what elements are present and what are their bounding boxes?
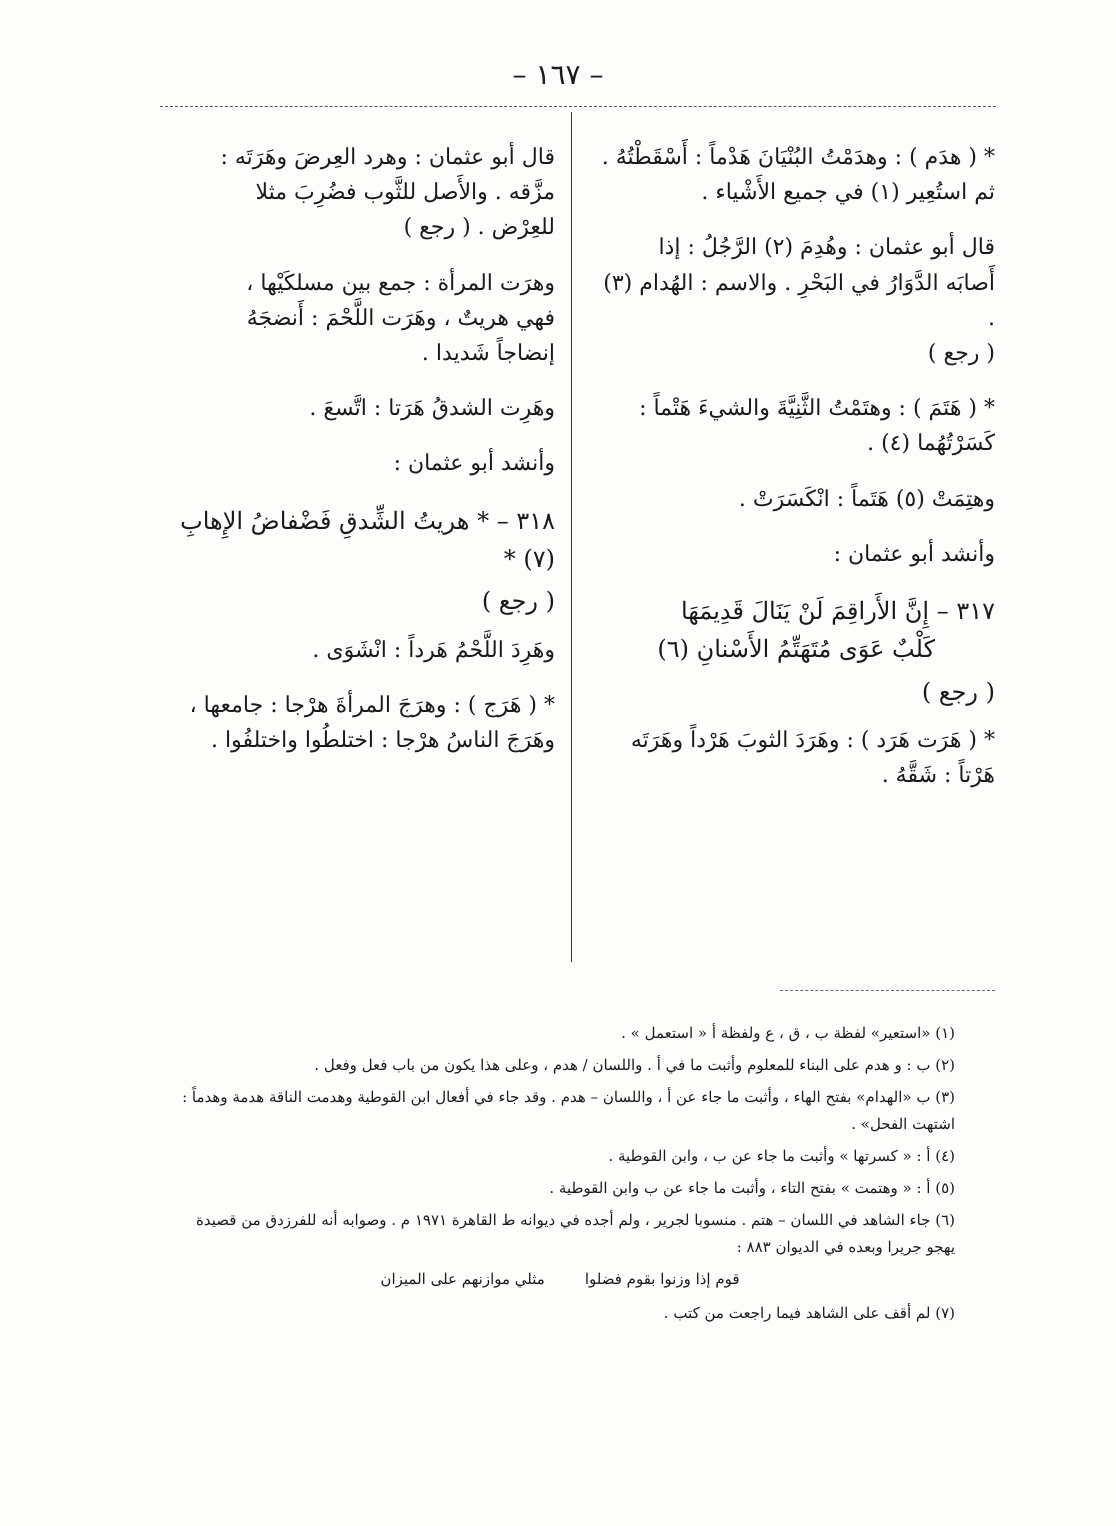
footnote-verse-first: قوم إذا وزنوا بقوم فضلوا [584, 1270, 740, 1288]
right-column [595, 140, 995, 813]
entry-hudima [595, 230, 995, 371]
text-line: وهَرِدَ اللَّحْمُ هَرداً : انْشَوَى . [312, 637, 555, 663]
return-marker: ( رجع ) [927, 340, 995, 366]
verse-first-hemistich: ٣١٧ – إِنَّ الأَراقِمَ لَنْ يَنَالَ قَدِيمَهَا [680, 596, 995, 625]
text-line: وهرَت المرأة : جمع بين مسلكَيْها ، [246, 270, 555, 296]
entry-recital-intro [595, 537, 995, 572]
footnote-2: (٢) ب : و هدم على البناء للمعلوم وأثبت ما في أ . واللسان / هدم ، وعلى هذا يكون من باب فعل وفعل . [314, 1055, 955, 1074]
entry-harat-marah [160, 266, 555, 372]
text-line: هَرْتاً : شَقَّهُ . [881, 763, 995, 789]
entry-hadam [595, 140, 995, 210]
text-line: إنضاجاً شَديدا . [421, 340, 555, 366]
text-line: مزَّقه . والأَصل للثَّوب فضُرِبَ مثلا [255, 180, 555, 206]
footnote-verse-second: مثلي موازنهم على الميزان [380, 1270, 545, 1288]
verse-318 [160, 502, 555, 621]
entry-harat-harad [595, 723, 995, 793]
entry-harid-lahm [160, 633, 555, 668]
return-marker: ( رجع ) [481, 587, 555, 616]
footnotes [165, 1020, 955, 1332]
text-line: * ( هدَم ) : وهدَمْتُ البُنْيَانَ هَدْماً : أَسْقَطْتُهُ . [601, 145, 995, 170]
entry-hatimat [595, 482, 995, 517]
text-line: وأنشد أبو عثمان : [393, 451, 555, 477]
footnote-4: (٤) أ : « كسرتها » وأثبت ما جاء عن ب ، وابن القوطية . [608, 1147, 955, 1165]
header-divider [160, 106, 996, 107]
text-line: كَسَرْتُهُما (٤) . [867, 431, 995, 457]
footnote-1: (١) «استعير» لفظة ب ، ق ، ع ولفظة أ « استعمل » . [621, 1024, 955, 1042]
text-line: قال أبو عثمان : وهرد العِرضَ وهَرَتَه : [220, 145, 555, 170]
text-line: * ( هَرَت هَرَد ) : وهَرَدَ الثوبَ هَرْداً وهَرَتَه [630, 728, 995, 754]
return-marker: ( رجع ) [921, 677, 995, 706]
footnote-verse [165, 1266, 955, 1294]
page-number: – ١٦٧ – [512, 58, 604, 91]
text-line: فهي هريتٌ ، وهَرَت اللَّحْمَ : أَنضجَهُ [246, 305, 555, 331]
text-line: وهَرِت الشدقُ هَرَتا : اتَّسعَ . [309, 396, 555, 422]
verse-317 [595, 592, 995, 711]
entry-harad-ird [160, 140, 555, 246]
footnote-6: (٦) جاء الشاهد في اللسان – هتم . منسوبا لجرير ، ولم أجده في ديوانه ط القاهرة ١٩٧١ م . وصوابه أنه للفرزدق من قصيدة يهجو جريرا وبعده في الديوان ٨٨٣ : [196, 1210, 955, 1257]
entry-recital-intro [160, 446, 555, 481]
entry-haraj [160, 688, 555, 758]
entry-harit-shidq [160, 391, 555, 426]
text-line: وأنشد أبو عثمان : [833, 541, 995, 567]
text-line: * ( هَرَج ) : وهرَجَ المرأةَ هرْجا : جامعها ، [189, 692, 555, 718]
text-line: * ( هَتَمَ ) : وهتَمْتُ الثَّنِيَّةَ والشيءَ هَتْماً : [639, 396, 995, 422]
verse-hemistich: ٣١٨ – * هريتُ الشِّدقِ فَضْفاضُ الإِهابِ (٧) * [180, 506, 555, 573]
verse-second-hemistich: كَلْبٌ عَوَى مُتَهَتِّمُ الأَسْنانِ (٦) [657, 635, 935, 664]
left-column [160, 140, 555, 778]
text-line: وهَرَجَ الناسُ هرْجا : اختلطُوا واختلفُوا . [210, 728, 555, 754]
text-line: أَصابَه الدَّوَارُ في البَحْرِ . والاسم : الهُدام (٣) . [603, 270, 995, 331]
footnote-3: (٣) ب «الهدام» بفتح الهاء ، وأثبت ما جاء عن أ ، واللسان – هدم . وقد جاء في أفعال ابن القوطية وهدمت الناقة هدمة وهدماً : اشتهت الفحل» . [182, 1087, 955, 1134]
text-line: للعِرْض . ( رجع ) [403, 215, 555, 241]
footnote-divider [780, 990, 995, 991]
text-line: قال أبو عثمان : وهُدِمَ (٢) الرَّجُلُ : إذا [658, 235, 995, 261]
footnote-7: (٧) لم أقف على الشاهد فيما راجعت من كتب . [663, 1303, 955, 1322]
text-line: وهتِمَتْ (٥) هَتَماً : انْكَسَرَتْ . [738, 486, 995, 512]
footnote-5: (٥) أ : « وهتمت » بفتح التاء ، وأثبت ما جاء عن ب وابن القوطية . [549, 1178, 955, 1197]
column-divider [571, 112, 572, 962]
text-line: ثم استُعِير (١) في جميع الأَشْياء . [701, 180, 995, 206]
entry-hatam [595, 391, 995, 461]
